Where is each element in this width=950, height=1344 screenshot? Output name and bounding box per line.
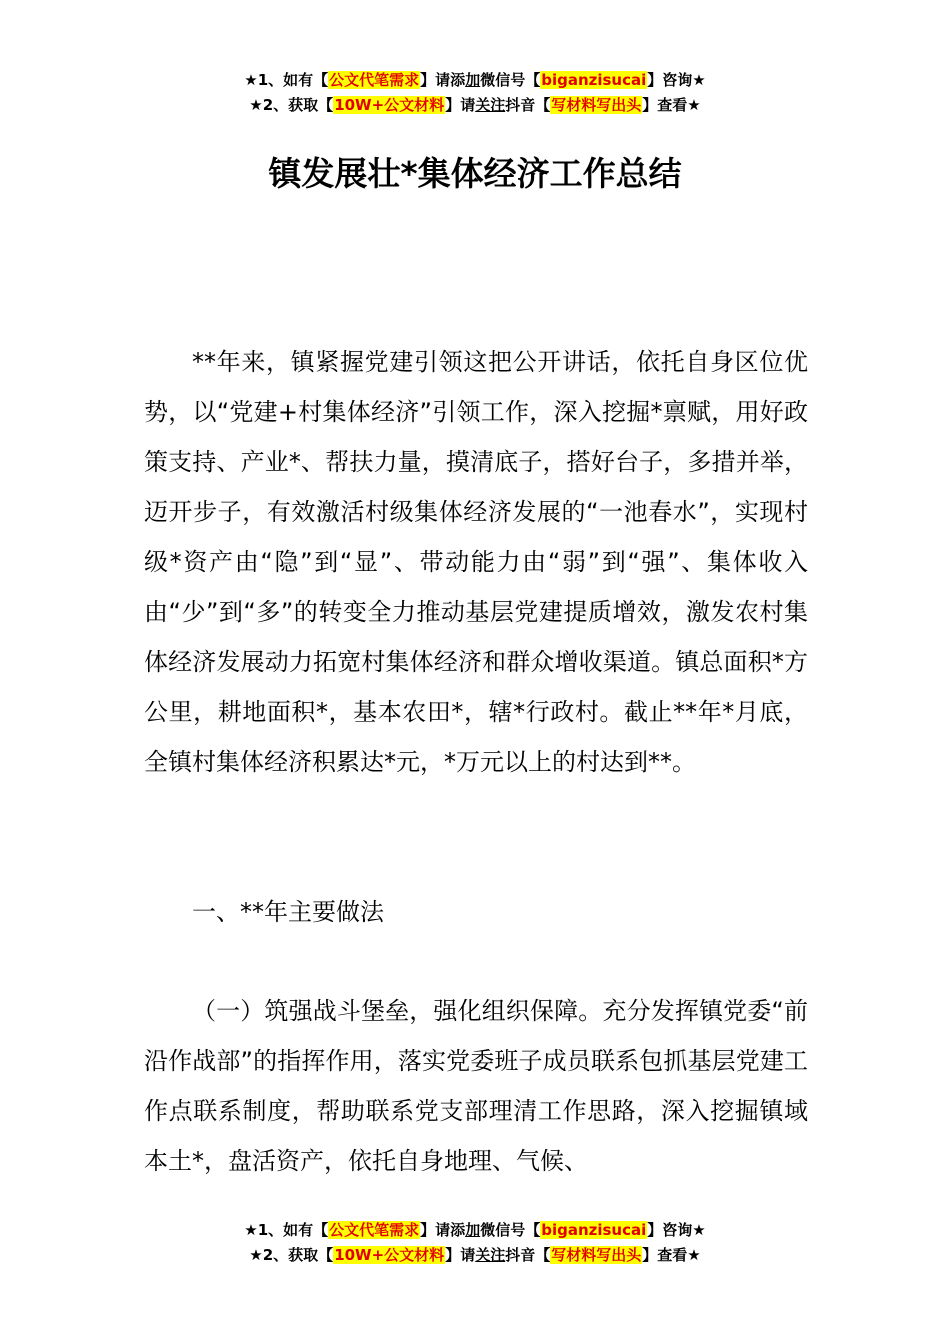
intro-section — [144, 337, 808, 787]
banner-text: 微信号【 — [480, 71, 541, 89]
banner-text: 】请添 — [420, 1221, 466, 1239]
banner-highlight: 公文代笔需求 — [329, 1221, 420, 1239]
banner-wechat-id: biganzisucai — [541, 71, 647, 89]
subsection-paragraph: （一）筑强战斗堡垒，强化组织保障。充分发挥镇党委“前沿作战部”的指挥作用，落实党委班子成员联系包抓基层党建工作点联系制度，帮助联系党支部理清工作思路，深入挖掘镇域本土*，盘活资产，依托自身地理、气候、 — [144, 997, 808, 1175]
banner-line-1 — [0, 68, 950, 93]
banner-text: 】咨询★ — [647, 71, 706, 89]
banner-wechat-id: biganzisucai — [541, 1221, 647, 1239]
top-banner — [0, 68, 950, 118]
document-title: 镇发展壮*集体经济工作总结 — [268, 154, 682, 193]
banner-text: ★1、如有【 — [244, 71, 329, 89]
banner-line-2 — [0, 93, 950, 118]
banner-text: 】查看★ — [642, 96, 701, 114]
banner-text: 抖音【 — [505, 96, 551, 114]
intro-paragraph: **年来，镇紧握党建引领这把公开讲话，依托自身区位优势，以“党建+村集体经济”引领工作，深入挖掘*禀赋，用好政策支持、产业*、帮扶力量，摸清底子，搭好台子，多措并举，迈开步子，有效激活村级集体经济发展的“一池春水”，实现村级*资产由“隐”到“显”、带动能力由“弱”到“强”、集体收入由“少”到“多”的转变全力推动基层党建提质增效，激发农村集体经济发展动力拓宽村集体经济和群众增收渠道。镇总面积*方公里，耕地面积*，基本农田*，辖*行政村。截止**年*月底，全镇村集体经济积累达*元，*万元以上的村达到**。 — [144, 348, 808, 776]
banner-underlined: 加 — [465, 71, 481, 89]
banner-text: 】请 — [445, 1246, 476, 1264]
banner-text: ★2、获取【 — [249, 1246, 334, 1264]
banner-line-2 — [0, 1243, 950, 1268]
banner-underlined: 关注 — [475, 1246, 506, 1264]
banner-text: ★1、如有【 — [244, 1221, 329, 1239]
banner-douyin-id: 写材料写出头 — [551, 1246, 642, 1264]
banner-highlight: 10W+公文材料 — [334, 1246, 445, 1264]
banner-text: 】咨询★ — [647, 1221, 706, 1239]
banner-text: 抖音【 — [505, 1246, 551, 1264]
banner-underlined: 关注 — [475, 96, 506, 114]
banner-line-1 — [0, 1218, 950, 1243]
banner-highlight: 10W+公文材料 — [334, 96, 445, 114]
banner-text: 微信号【 — [480, 1221, 541, 1239]
banner-text: ★2、获取【 — [249, 96, 334, 114]
banner-text: 】请 — [445, 96, 476, 114]
section-heading — [144, 887, 808, 937]
bottom-banner — [0, 1218, 950, 1268]
banner-text: 】请添 — [420, 71, 466, 89]
banner-text: 】查看★ — [642, 1246, 701, 1264]
section-heading-text: 一、**年主要做法 — [192, 898, 384, 926]
banner-underlined: 加 — [465, 1221, 481, 1239]
subsection-1 — [144, 986, 808, 1186]
banner-douyin-id: 写材料写出头 — [551, 96, 642, 114]
banner-highlight: 公文代笔需求 — [329, 71, 420, 89]
